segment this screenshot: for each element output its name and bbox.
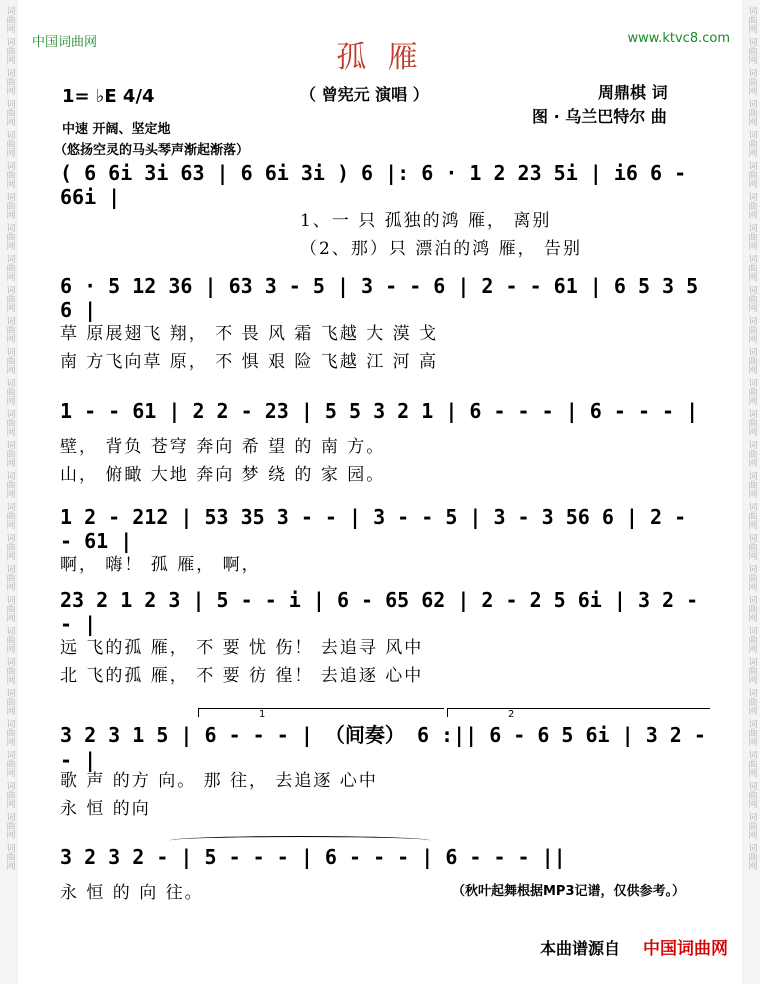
watermark-text: 词曲网 bbox=[746, 192, 757, 219]
watermark-text: 词曲网 bbox=[746, 564, 757, 591]
song-title: 孤 雁 bbox=[336, 40, 424, 75]
watermark-text: 词曲网 bbox=[746, 657, 757, 684]
lyrics-verse-2: 山， 俯瞰 大地 奔向 梦 绕 的 家 园。 bbox=[60, 465, 386, 485]
watermark-text: 词曲网 bbox=[746, 533, 757, 560]
watermark-text: 词曲网 bbox=[746, 502, 757, 529]
watermark-text: 词曲网 bbox=[4, 285, 15, 312]
watermark-text: 词曲网 bbox=[4, 719, 15, 746]
watermark-text: 词曲网 bbox=[4, 595, 15, 622]
second-ending-bracket: 2 bbox=[447, 708, 710, 717]
notation-line: ( 6 6i 3i 63 | 6 6i 3i ) 6 |: 6 · 1 2 23 5i | i6 6 - 66i | bbox=[60, 161, 687, 209]
watermark-text: 词曲网 bbox=[4, 130, 15, 157]
watermark-text: 词曲网 bbox=[746, 409, 757, 436]
watermark-text: 词曲网 bbox=[4, 6, 15, 33]
watermark-text: 词曲网 bbox=[746, 285, 757, 312]
watermark-text: 词曲网 bbox=[746, 471, 757, 498]
lyrics-verse-1: 歌 声 的方 向。 那 往， 去追逐 心中 bbox=[60, 771, 378, 791]
watermark-text: 词曲网 bbox=[4, 409, 15, 436]
watermark-text: 词曲网 bbox=[4, 657, 15, 684]
watermark-text: 词曲网 bbox=[4, 533, 15, 560]
singer-credit: （ 曾宪元 演唱 ） bbox=[300, 85, 429, 104]
notation-line: 1 2 - 212 | 53 35 3 - - | 3 - - 5 | 3 - 3 56 6 | 2 - - 61 | bbox=[60, 505, 687, 553]
key-signature: 1= ♭E 4/4 bbox=[62, 86, 155, 107]
lyrics-final: 永 恒 的 向 往。 bbox=[60, 883, 204, 903]
watermark-text: 词曲网 bbox=[4, 843, 15, 870]
watermark-text: 词曲网 bbox=[4, 254, 15, 281]
watermark-text: 词曲网 bbox=[746, 254, 757, 281]
lyrics-verse-2: 北 飞的孤 雁， 不 要 彷 徨！ 去追逐 心中 bbox=[60, 666, 424, 686]
watermark-text: 词曲网 bbox=[4, 68, 15, 95]
watermark-text: 词曲网 bbox=[4, 564, 15, 591]
notation-line: 3 2 3 2 - | 5 - - - | 6 - - - | 6 - - - || bbox=[60, 845, 566, 869]
watermark-text: 词曲网 bbox=[4, 750, 15, 777]
watermark-text: 词曲网 bbox=[746, 626, 757, 653]
notation-line: 6 · 5 12 36 | 63 3 - 5 | 3 - - 6 | 2 - - 61 | 6 5 3 5 6 | bbox=[60, 274, 699, 322]
watermark-text: 词曲网 bbox=[746, 130, 757, 157]
composer-credit: 图 · 乌兰巴特尔 曲 bbox=[532, 107, 667, 126]
watermark-text: 词曲网 bbox=[746, 99, 757, 126]
watermark-text: 词曲网 bbox=[4, 99, 15, 126]
watermark-text: 词曲网 bbox=[746, 68, 757, 95]
watermark-text: 词曲网 bbox=[4, 626, 15, 653]
watermark-text: 词曲网 bbox=[4, 812, 15, 839]
watermark-text: 词曲网 bbox=[4, 161, 15, 188]
watermark-text: 词曲网 bbox=[4, 378, 15, 405]
intro-instruction: （悠扬空灵的马头琴声渐起渐落） bbox=[54, 143, 250, 158]
watermark-text: 词曲网 bbox=[746, 595, 757, 622]
watermark-text: 词曲网 bbox=[746, 347, 757, 374]
first-ending-bracket: 1 bbox=[198, 708, 444, 717]
source-site-link[interactable]: 中国词曲网 bbox=[643, 939, 728, 959]
watermark-text: 词曲网 bbox=[4, 781, 15, 808]
watermark-text: 词曲网 bbox=[4, 471, 15, 498]
watermark-text: 词曲网 bbox=[746, 316, 757, 343]
watermark-text: 词曲网 bbox=[746, 37, 757, 64]
left-watermark-strip bbox=[0, 0, 18, 984]
site-name-top-left[interactable]: 中国词曲网 bbox=[32, 35, 98, 50]
watermark-text: 词曲网 bbox=[4, 37, 15, 64]
watermark-text: 词曲网 bbox=[746, 843, 757, 870]
lyrics-verse-1: 1、一 只 孤独的鸿 雁， 离别 bbox=[300, 211, 552, 231]
watermark-text: 词曲网 bbox=[4, 688, 15, 715]
lyrics-verse-1: 啊， 嗨！ 孤 雁， 啊， bbox=[60, 555, 261, 575]
lyrics-verse-1: 草 原展翅飞 翔， 不 畏 风 霜 飞越 大 漠 戈 bbox=[60, 324, 439, 344]
watermark-text: 词曲网 bbox=[746, 6, 757, 33]
watermark-text: 词曲网 bbox=[4, 316, 15, 343]
transcription-note: （秋叶起舞根据MP3记谱，仅供参考。） bbox=[452, 884, 686, 899]
source-label: 本曲谱源自 bbox=[539, 939, 620, 958]
lyrics-verse-1: 壁， 背负 苍穹 奔向 希 望 的 南 方。 bbox=[60, 437, 386, 457]
notation-line: 23 2 1 2 3 | 5 - - i | 6 - 65 62 | 2 - 2 5 6i | 3 2 - - | bbox=[60, 588, 699, 636]
watermark-text: 词曲网 bbox=[4, 440, 15, 467]
watermark-text: 词曲网 bbox=[746, 378, 757, 405]
watermark-text: 词曲网 bbox=[746, 750, 757, 777]
lyrics-verse-2: 永 恒 的向 bbox=[60, 799, 151, 819]
notation-line: 3 2 3 1 5 | 6 - - - | （间奏） 6 :|| 6 - 6 5 6i | 3 2 - - | bbox=[60, 722, 706, 772]
watermark-text: 词曲网 bbox=[746, 688, 757, 715]
watermark-text: 词曲网 bbox=[4, 223, 15, 250]
watermark-text: 词曲网 bbox=[4, 347, 15, 374]
watermark-text: 词曲网 bbox=[746, 719, 757, 746]
watermark-text: 词曲网 bbox=[746, 440, 757, 467]
lyrics-verse-2: 南 方飞向草 原， 不 惧 艰 险 飞越 江 河 高 bbox=[60, 352, 439, 372]
watermark-text: 词曲网 bbox=[746, 812, 757, 839]
watermark-text: 词曲网 bbox=[746, 223, 757, 250]
right-watermark-strip bbox=[742, 0, 760, 984]
notation-line: 1 - - 61 | 2 2 - 23 | 5 5 3 2 1 | 6 - - - | 6 - - - | bbox=[60, 399, 699, 423]
watermark-text: 词曲网 bbox=[746, 781, 757, 808]
lyrics-verse-1: 远 飞的孤 雁， 不 要 忧 伤！ 去追寻 风中 bbox=[60, 638, 424, 658]
site-url-top-right[interactable]: www.ktvc8.com bbox=[627, 31, 730, 46]
lyrics-verse-2: （2、那）只 漂泊的鸿 雁， 告别 bbox=[300, 239, 583, 259]
lyricist-credit: 周鼎棋 词 bbox=[598, 83, 668, 102]
tempo-marking: 中速 开阔、坚定地 bbox=[62, 122, 171, 137]
watermark-text: 词曲网 bbox=[746, 161, 757, 188]
watermark-text: 词曲网 bbox=[4, 502, 15, 529]
watermark-text: 词曲网 bbox=[4, 192, 15, 219]
